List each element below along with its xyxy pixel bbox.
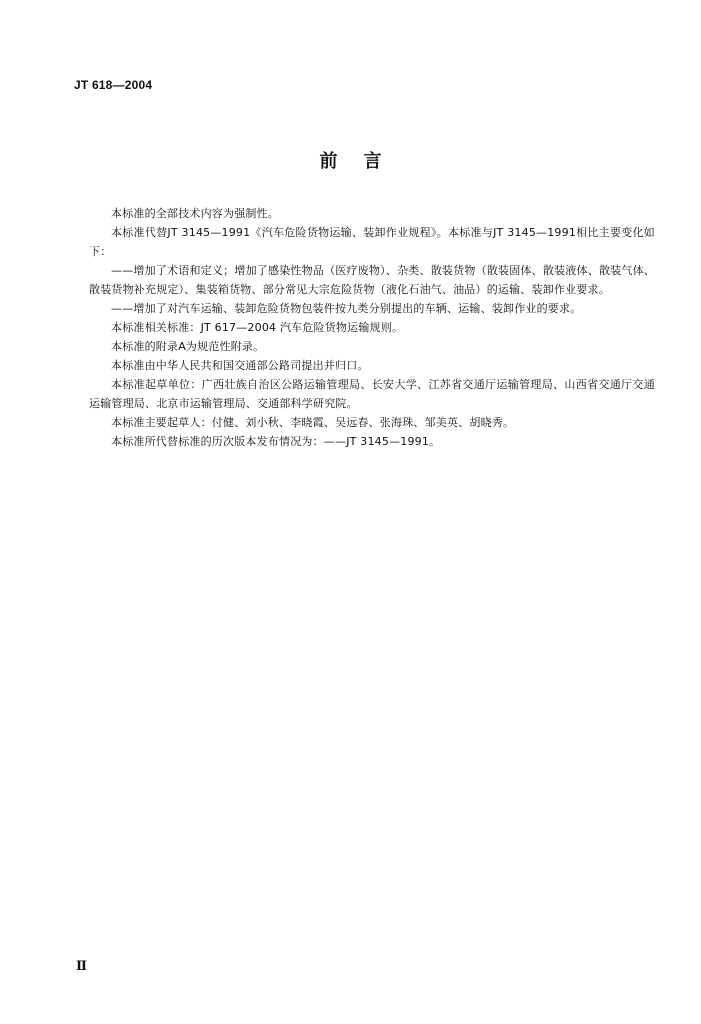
paragraph-drafters: 本标准主要起草人：付健、刘小秋、李晓霞、吴远春、张海珠、邹美英、胡晓秀。 (111, 416, 515, 429)
page-title: 前言 (319, 151, 408, 172)
paragraph-change-terms: ——增加了术语和定义；增加了感染性物品（医疗废物）、杂类、散装货物（散装固体、散装液体、散装气体、散装货物补充规定）、集装箱货物、部分常见大宗危险货物（液化石油气、油品）的运输、装卸作业要求。 (89, 264, 655, 296)
paragraph-drafting-units: 本标准起草单位：广西壮族自治区公路运输管理局、长安大学、江苏省交通厅运输管理局、山西省交通厅交通运输管理局、北京市运输管理局、交通部科学研究院。 (89, 378, 655, 410)
paragraph-proposer: 本标准由中华人民共和国交通部公路司提出并归口。 (111, 359, 369, 372)
paragraph-annex: 本标准的附录A为规范性附录。 (111, 340, 265, 353)
paragraph-mandatory-statement: 本标准的全部技术内容为强制性。 (111, 207, 279, 220)
foreword-body (89, 204, 655, 451)
paragraph-replacement-statement: 本标准代替JT 3145—1991《汽车危险货物运输、装卸作业规程》。本标准与JT 3145—1991相比主要变化如下： (89, 226, 655, 258)
page-number: Ⅱ (76, 958, 87, 973)
standard-number: JT 618—2004 (74, 78, 153, 92)
paragraph-related-standard: 本标准相关标准：JT 617—2004 汽车危险货物运输规则。 (111, 321, 404, 334)
paragraph-version-history: 本标准所代替标准的历次版本发布情况为：——JT 3145—1991。 (111, 435, 441, 448)
paragraph-change-packages: ——增加了对汽车运输、装卸危险货物包装件按九类分别提出的车辆、运输、装卸作业的要求。 (111, 302, 582, 315)
